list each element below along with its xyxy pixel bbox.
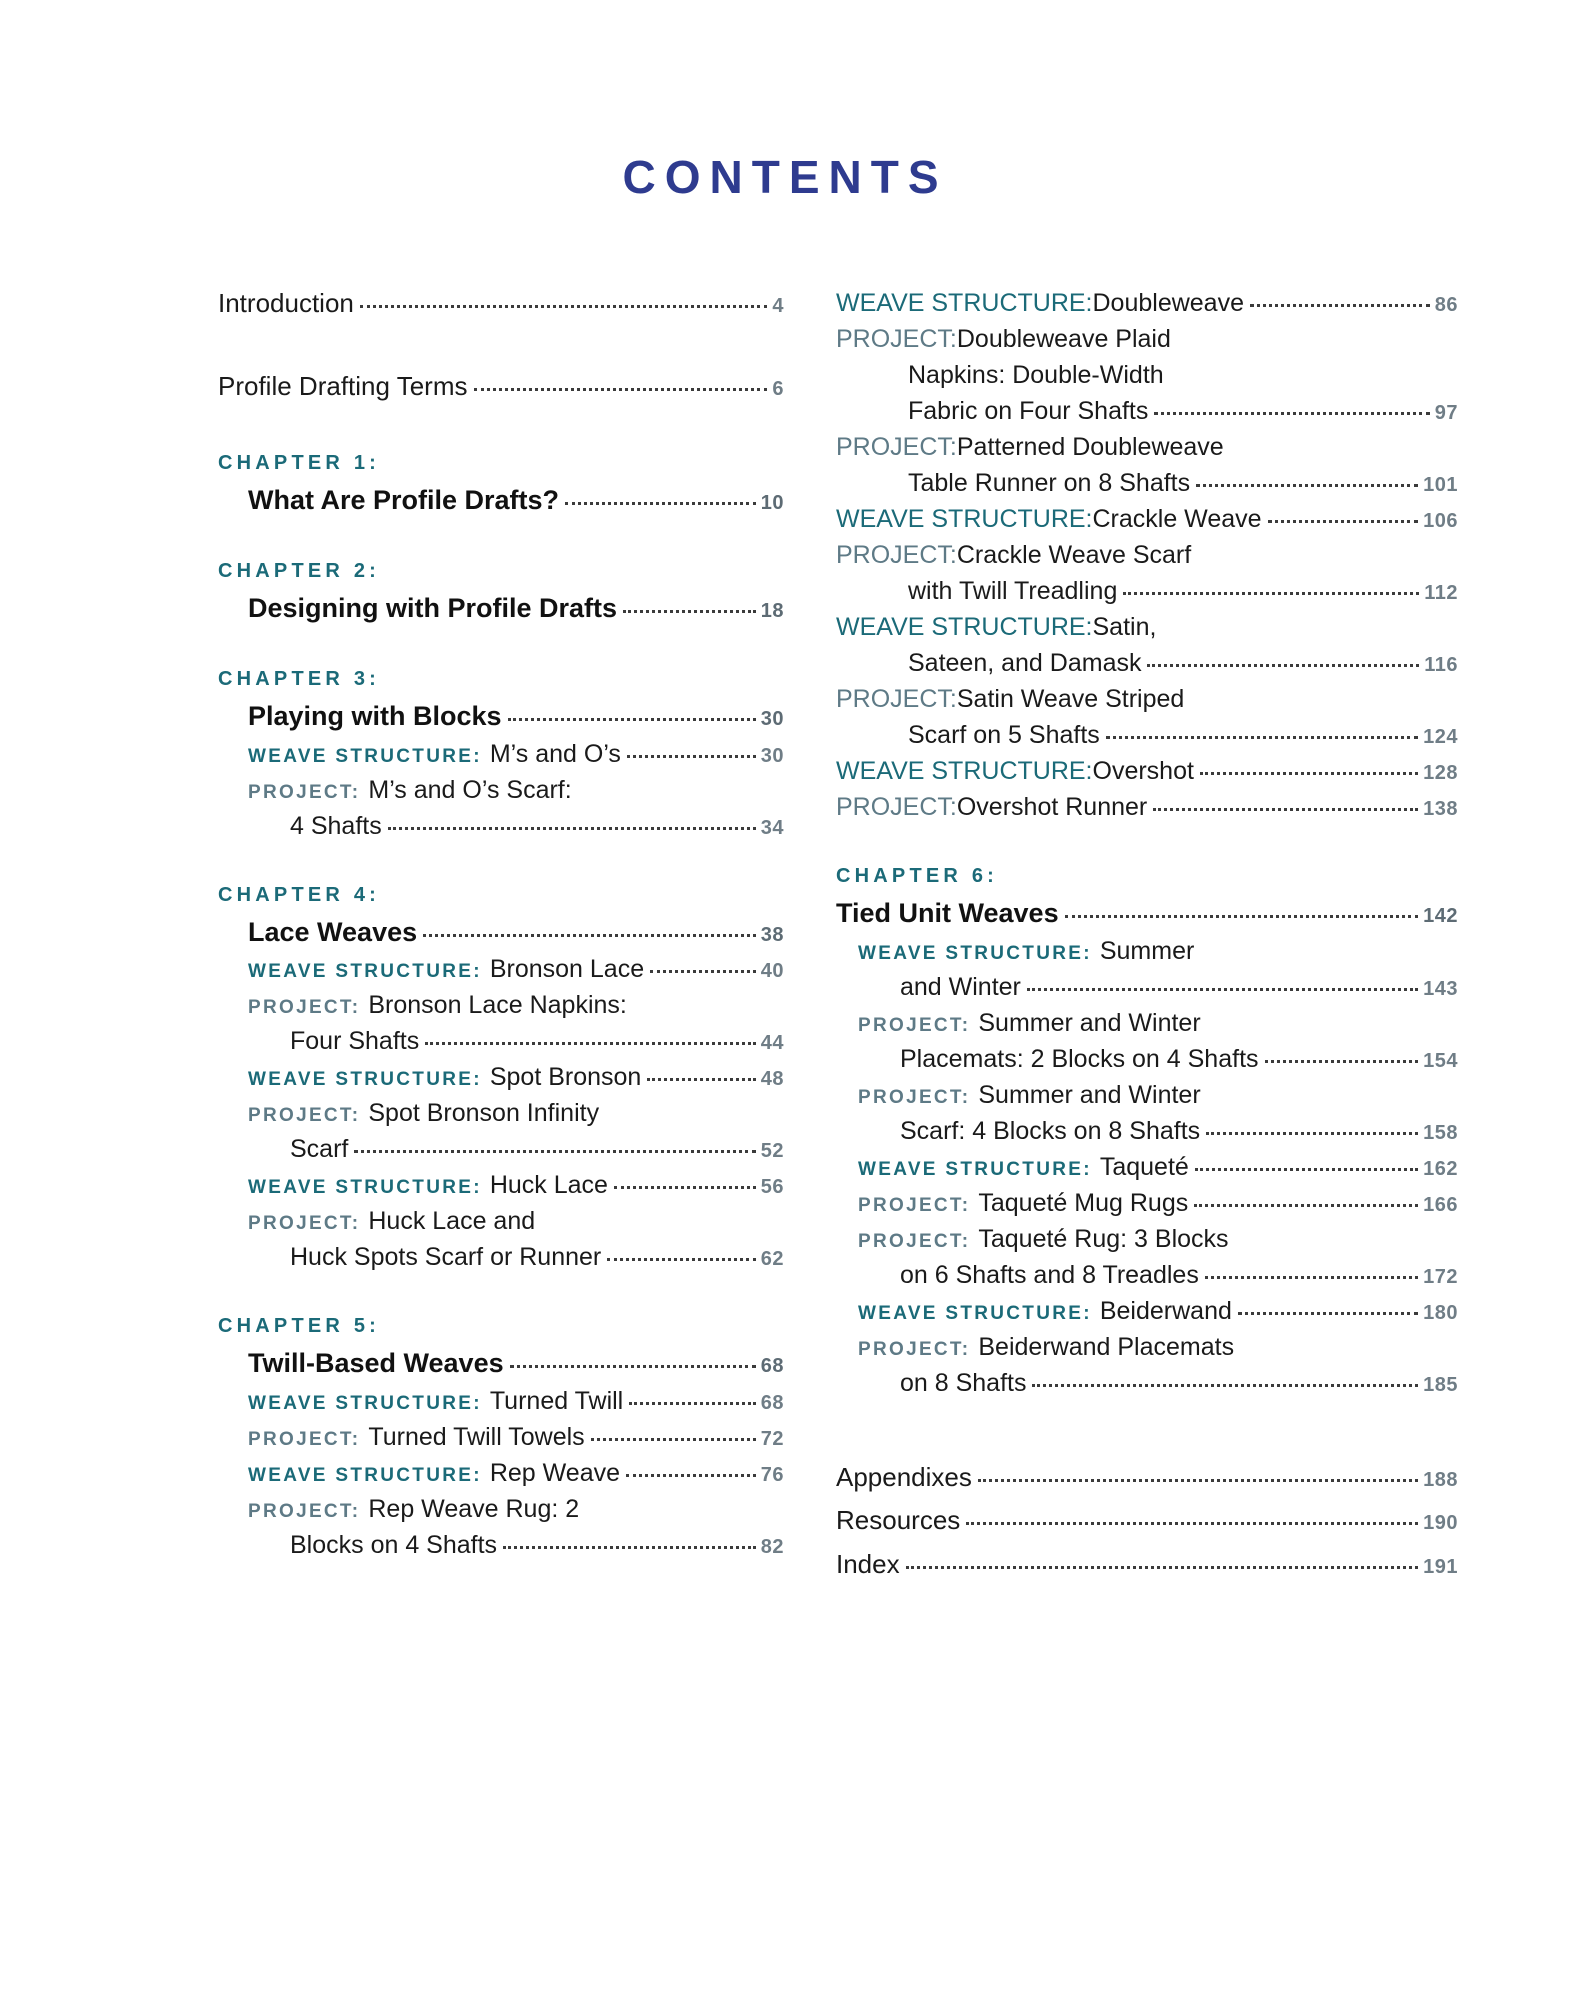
spacer (836, 825, 1458, 865)
project-tag: PROJECT: (248, 1213, 361, 1235)
dot-leader (1195, 1167, 1418, 1171)
chapter-title-row[interactable] (248, 697, 784, 736)
dot-leader (1196, 483, 1418, 487)
toc-entry-label: Resources (836, 1505, 961, 1536)
chapter-block-2 (218, 560, 784, 628)
dot-leader (510, 1364, 756, 1368)
toc-entry-label: Crackle Weave Scarf (956, 541, 1192, 569)
project-tag: PROJECT: (248, 997, 361, 1019)
project-tag: PROJECT: (836, 793, 957, 821)
dot-leader (906, 1565, 1419, 1569)
toc-subentry[interactable] (836, 285, 1458, 321)
dot-leader (508, 717, 756, 721)
toc-subentry[interactable] (248, 772, 784, 808)
toc-entry-label: and Winter (900, 972, 1021, 1001)
toc-page-number: 180 (1423, 1301, 1458, 1324)
chapter-title: Tied Unit Weaves (836, 898, 1059, 928)
weave-structure-tag: WEAVE STRUCTURE: (248, 745, 482, 767)
dot-leader (978, 1478, 1418, 1482)
toc-subentry-continuation[interactable] (290, 1023, 784, 1059)
toc-page-number: 86 (1434, 294, 1458, 316)
project-tag: PROJECT: (858, 1338, 971, 1360)
toc-entry-label: Four Shafts (290, 1027, 420, 1056)
project-tag: PROJECT: (858, 1230, 971, 1252)
chapter-label: CHAPTER 5: (218, 1315, 381, 1338)
toc-subentry[interactable] (248, 1059, 784, 1095)
toc-subentry[interactable] (248, 1383, 784, 1419)
toc-page-number: 4 (772, 295, 784, 317)
toc-subentry[interactable] (248, 1455, 784, 1491)
weave-structure-tag: WEAVE STRUCTURE: (248, 961, 482, 983)
dot-leader (1153, 807, 1418, 811)
dot-leader (614, 1185, 756, 1189)
page-title: CONTENTS (622, 151, 948, 203)
chapter-title: Twill-Based Weaves (248, 1348, 504, 1379)
dot-leader (503, 1545, 756, 1549)
chapter-title-row[interactable] (248, 589, 784, 628)
chapter-title-row[interactable] (248, 913, 784, 952)
project-tag: PROJECT: (248, 1429, 361, 1451)
toc-entry-label: Summer and Winter (978, 1080, 1201, 1109)
dot-leader (423, 933, 756, 937)
toc-subentry[interactable] (836, 537, 1458, 573)
chapter-title: Playing with Blocks (248, 700, 502, 731)
toc-page-number: 38 (760, 923, 784, 946)
toc-page-number: 112 (1424, 582, 1458, 604)
toc-page-number: 106 (1423, 510, 1458, 532)
toc-subentry[interactable] (858, 1185, 1458, 1221)
weave-structure-tag: WEAVE STRUCTURE: (248, 1177, 482, 1199)
toc-entry-label: Crackle Weave (1092, 505, 1262, 533)
toc-subentry-continuation[interactable] (290, 1527, 784, 1563)
dot-leader (647, 1077, 755, 1081)
toc-subentry[interactable] (248, 987, 784, 1023)
toc-entry-label: Spot Bronson (489, 1063, 642, 1092)
dot-leader (1268, 519, 1419, 523)
toc-page-number: 97 (1434, 402, 1458, 424)
toc-page-number: 190 (1423, 1512, 1458, 1535)
toc-entry-label: Bronson Lace (489, 955, 645, 984)
toc-page-number: 68 (760, 1392, 784, 1415)
toc-entry-index[interactable] (836, 1546, 1458, 1583)
chapter-title-row[interactable] (248, 481, 784, 520)
toc-page-number: 48 (760, 1068, 784, 1091)
toc-page-number: 188 (1423, 1468, 1458, 1491)
dot-leader (966, 1521, 1418, 1525)
toc-subentry-continuation[interactable] (900, 1041, 1458, 1077)
dot-leader (1123, 591, 1419, 595)
chapter-label: CHAPTER 4: (218, 883, 381, 906)
toc-entry-label: Profile Drafting Terms (218, 371, 468, 402)
dot-leader (591, 1437, 756, 1441)
toc-entry-label: Rep Weave Rug: 2 (368, 1495, 580, 1524)
toc-entry-label: 4 Shafts (290, 811, 382, 840)
toc-page-number: 56 (760, 1176, 784, 1199)
toc-entry-label: Overshot (1092, 757, 1194, 785)
toc-entry-label: Taqueté Mug Rugs (978, 1188, 1189, 1217)
toc-subentry[interactable] (858, 1293, 1458, 1329)
toc-subentry-continuation[interactable] (900, 1257, 1458, 1293)
weave-structure-tag: WEAVE STRUCTURE: (836, 289, 1093, 317)
toc-page-number: 166 (1423, 1193, 1458, 1216)
toc-subentry-continuation[interactable] (908, 393, 1458, 429)
toc-column-right (836, 285, 1458, 1603)
dot-leader (627, 754, 756, 758)
toc-subentry[interactable] (858, 1077, 1458, 1113)
toc-subentry[interactable] (858, 1005, 1458, 1041)
dot-leader (1250, 303, 1430, 307)
toc-entry-label: Doubleweave Plaid (956, 325, 1171, 353)
dot-leader (1154, 411, 1429, 415)
toc-subentry-continuation[interactable] (290, 1239, 784, 1275)
toc-entry-label: Napkins: Double-Width (908, 361, 1164, 389)
chapter-title: Designing with Profile Drafts (248, 592, 618, 623)
toc-entry-appendixes[interactable] (836, 1459, 1458, 1496)
toc-subentry[interactable] (858, 1149, 1458, 1185)
weave-structure-tag: WEAVE STRUCTURE: (836, 613, 1093, 641)
toc-entry-label: Beiderwand (1099, 1296, 1232, 1325)
toc-entry-label: Summer (1099, 936, 1195, 965)
dot-leader (1265, 1059, 1419, 1063)
toc-subentry-continuation[interactable] (908, 645, 1458, 681)
toc-page-number: 6 (772, 378, 784, 401)
dot-leader (1194, 1203, 1418, 1207)
toc-entry-label: M’s and O’s (489, 739, 621, 768)
dot-leader (425, 1041, 756, 1045)
dot-leader (1027, 987, 1418, 991)
dot-leader (1200, 771, 1418, 775)
toc-entry-label: Index (836, 1548, 900, 1579)
toc-entry-label: Overshot Runner (956, 793, 1148, 821)
chapter-title: Lace Weaves (248, 916, 418, 947)
toc-page-number: 142 (1423, 905, 1458, 927)
toc-subentry[interactable] (836, 429, 1458, 465)
toc-entry-label: Sateen, and Damask (908, 649, 1142, 677)
project-tag: PROJECT: (248, 1501, 361, 1523)
toc-page-number: 52 (760, 1140, 784, 1163)
toc-subentry-continuation[interactable] (908, 357, 1458, 393)
toc-page-number: 40 (760, 960, 784, 983)
chapter-title-row[interactable] (248, 1344, 784, 1383)
chapter-block-3 (218, 668, 784, 844)
toc-entry-label: on 6 Shafts and 8 Treadles (900, 1260, 1199, 1289)
toc-subentry[interactable] (858, 1221, 1458, 1257)
project-tag: PROJECT: (858, 1014, 971, 1036)
toc-entry-label: Rep Weave (489, 1459, 621, 1488)
toc-entry-label: Taqueté (1099, 1152, 1189, 1181)
dot-leader (474, 387, 768, 391)
toc-subentry[interactable] (836, 789, 1458, 825)
toc-entry-label: Fabric on Four Shafts (908, 397, 1149, 425)
toc-page-number: 62 (760, 1248, 784, 1271)
dot-leader (626, 1473, 756, 1477)
toc-page-number: 44 (760, 1032, 784, 1055)
toc-subentry[interactable] (248, 1095, 784, 1131)
toc-subentry[interactable] (858, 1329, 1458, 1365)
toc-entry-label: Scarf: 4 Blocks on 8 Shafts (900, 1116, 1201, 1145)
toc-entry-label: Scarf (290, 1135, 349, 1164)
dot-leader (388, 826, 756, 830)
toc-page-number: 162 (1423, 1157, 1458, 1180)
toc-page-number: 18 (760, 599, 784, 622)
dot-leader (1206, 1131, 1418, 1135)
toc-page-number: 30 (760, 707, 784, 730)
toc-entry-resources[interactable] (836, 1502, 1458, 1539)
toc-entry-label: Huck Spots Scarf or Runner (290, 1243, 602, 1272)
toc-page-number: 116 (1424, 654, 1458, 676)
toc-entry-introduction[interactable] (218, 285, 784, 322)
toc-entry-label: Huck Lace and (368, 1207, 536, 1236)
toc-page-number: 128 (1423, 762, 1458, 784)
toc-page-number: 10 (760, 491, 784, 514)
toc-subentry[interactable] (858, 933, 1458, 969)
project-tag: PROJECT: (836, 433, 957, 461)
chapter-block-4 (218, 884, 784, 1276)
chapter-label: CHAPTER 3: (218, 667, 381, 690)
dot-leader (1032, 1383, 1418, 1387)
toc-entry-label: Taqueté Rug: 3 Blocks (978, 1224, 1229, 1253)
toc-subentry-continuation[interactable] (290, 808, 784, 844)
toc-subentry[interactable] (248, 736, 784, 772)
toc-page-number: 68 (760, 1355, 784, 1378)
toc-column-left (218, 285, 784, 1603)
weave-structure-tag: WEAVE STRUCTURE: (836, 757, 1093, 785)
dot-leader (629, 1401, 756, 1405)
toc-entry-label: Table Runner on 8 Shafts (908, 469, 1191, 497)
toc-subentry[interactable] (836, 681, 1458, 717)
project-tag: PROJECT: (248, 1105, 361, 1127)
dot-leader (354, 1149, 755, 1153)
chapter-block-5 (218, 1315, 784, 1563)
toc-entry-label: M’s and O’s Scarf: (368, 775, 572, 804)
toc-columns (218, 285, 1458, 1603)
toc-entry-label: Beiderwand Placemats (978, 1332, 1235, 1361)
weave-structure-tag: WEAVE STRUCTURE: (858, 942, 1092, 964)
toc-entry-label: Huck Lace (489, 1171, 608, 1200)
toc-subentry[interactable] (248, 1167, 784, 1203)
toc-entry-label: with Twill Treadling (908, 577, 1118, 605)
toc-subentry[interactable] (248, 1419, 784, 1455)
project-tag: PROJECT: (836, 685, 957, 713)
dot-leader (1106, 735, 1418, 739)
toc-entry-label: Blocks on 4 Shafts (290, 1531, 498, 1560)
dot-leader (607, 1257, 756, 1261)
toc-entry-profile-drafting-terms[interactable] (218, 368, 784, 405)
toc-subentry-continuation[interactable] (290, 1131, 784, 1167)
toc-entry-label: Satin, (1092, 613, 1157, 641)
toc-entry-label: Turned Twill (489, 1387, 624, 1416)
toc-entry-label: Satin Weave Striped (956, 685, 1185, 713)
toc-page-number: 154 (1423, 1049, 1458, 1072)
toc-subentry-continuation[interactable] (900, 1113, 1458, 1149)
project-tag: PROJECT: (248, 781, 361, 803)
chapter-label: CHAPTER 6: (836, 865, 999, 887)
toc-entry-label: Doubleweave (1092, 289, 1244, 317)
toc-entry-label: Scarf on 5 Shafts (908, 721, 1100, 749)
toc-entry-label: Placemats: 2 Blocks on 4 Shafts (900, 1044, 1259, 1073)
toc-entry-label: Bronson Lace Napkins: (368, 991, 627, 1020)
chapter-label: CHAPTER 1: (218, 451, 381, 474)
toc-subentry[interactable] (248, 951, 784, 987)
toc-subentry[interactable] (836, 753, 1458, 789)
dot-leader (623, 609, 756, 613)
dot-leader (650, 969, 756, 973)
toc-page-number: 34 (760, 816, 784, 839)
dot-leader (1205, 1275, 1418, 1279)
weave-structure-tag: WEAVE STRUCTURE: (248, 1465, 482, 1487)
toc-entry-label: on 8 Shafts (900, 1368, 1027, 1397)
dot-leader (1238, 1311, 1418, 1315)
back-matter (836, 1459, 1458, 1583)
toc-subentry-continuation[interactable] (900, 969, 1458, 1005)
toc-page-number: 191 (1423, 1555, 1458, 1578)
toc-entry-label: Patterned Doubleweave (956, 433, 1224, 461)
project-tag: PROJECT: (836, 541, 957, 569)
dot-leader (360, 304, 768, 308)
project-tag: PROJECT: (836, 325, 957, 353)
toc-page-number: 158 (1423, 1121, 1458, 1144)
toc-page-number: 185 (1423, 1373, 1458, 1396)
toc-entry-label: Appendixes (836, 1461, 972, 1492)
toc-subentry-continuation[interactable] (900, 1365, 1458, 1401)
toc-entry-label: Introduction (218, 288, 354, 318)
toc-page-number: 124 (1423, 726, 1458, 748)
toc-page-number: 138 (1423, 798, 1458, 820)
chapter-label: CHAPTER 2: (218, 559, 381, 582)
toc-subentry[interactable] (836, 321, 1458, 357)
toc-page-number: 76 (760, 1464, 784, 1487)
dot-leader (565, 501, 756, 505)
toc-subentry[interactable] (248, 1203, 784, 1239)
weave-structure-tag: WEAVE STRUCTURE: (248, 1069, 482, 1091)
toc-page-number: 101 (1423, 474, 1458, 496)
weave-structure-tag: WEAVE STRUCTURE: (858, 1302, 1092, 1324)
toc-subentry[interactable] (248, 1491, 784, 1527)
project-tag: PROJECT: (858, 1086, 971, 1108)
toc-subentry-continuation[interactable] (908, 573, 1458, 609)
toc-entry-label: Spot Bronson Infinity (368, 1099, 600, 1128)
weave-structure-tag: WEAVE STRUCTURE: (836, 505, 1093, 533)
chapter-title-row[interactable] (836, 894, 1458, 933)
weave-structure-tag: WEAVE STRUCTURE: (858, 1158, 1092, 1180)
toc-page-number: 30 (760, 744, 784, 767)
toc-page-number: 72 (760, 1428, 784, 1451)
weave-structure-tag: WEAVE STRUCTURE: (248, 1393, 482, 1415)
toc-subentry-continuation[interactable] (908, 465, 1458, 501)
toc-page-number: 82 (760, 1536, 784, 1559)
toc-subentry[interactable] (836, 609, 1458, 645)
chapter-title: What Are Profile Drafts? (248, 484, 560, 515)
toc-subentry[interactable] (836, 501, 1458, 537)
dot-leader (1147, 663, 1419, 667)
project-tag: PROJECT: (858, 1194, 971, 1216)
toc-subentry-continuation[interactable] (908, 717, 1458, 753)
chapter-block-6 (836, 865, 1458, 1401)
chapter-block-1 (218, 452, 784, 520)
toc-entry-label: Turned Twill Towels (368, 1423, 585, 1452)
toc-entry-label: Summer and Winter (978, 1008, 1201, 1037)
dot-leader (1065, 914, 1419, 918)
toc-page-number: 172 (1423, 1265, 1458, 1288)
toc-page-number: 143 (1423, 977, 1458, 1000)
